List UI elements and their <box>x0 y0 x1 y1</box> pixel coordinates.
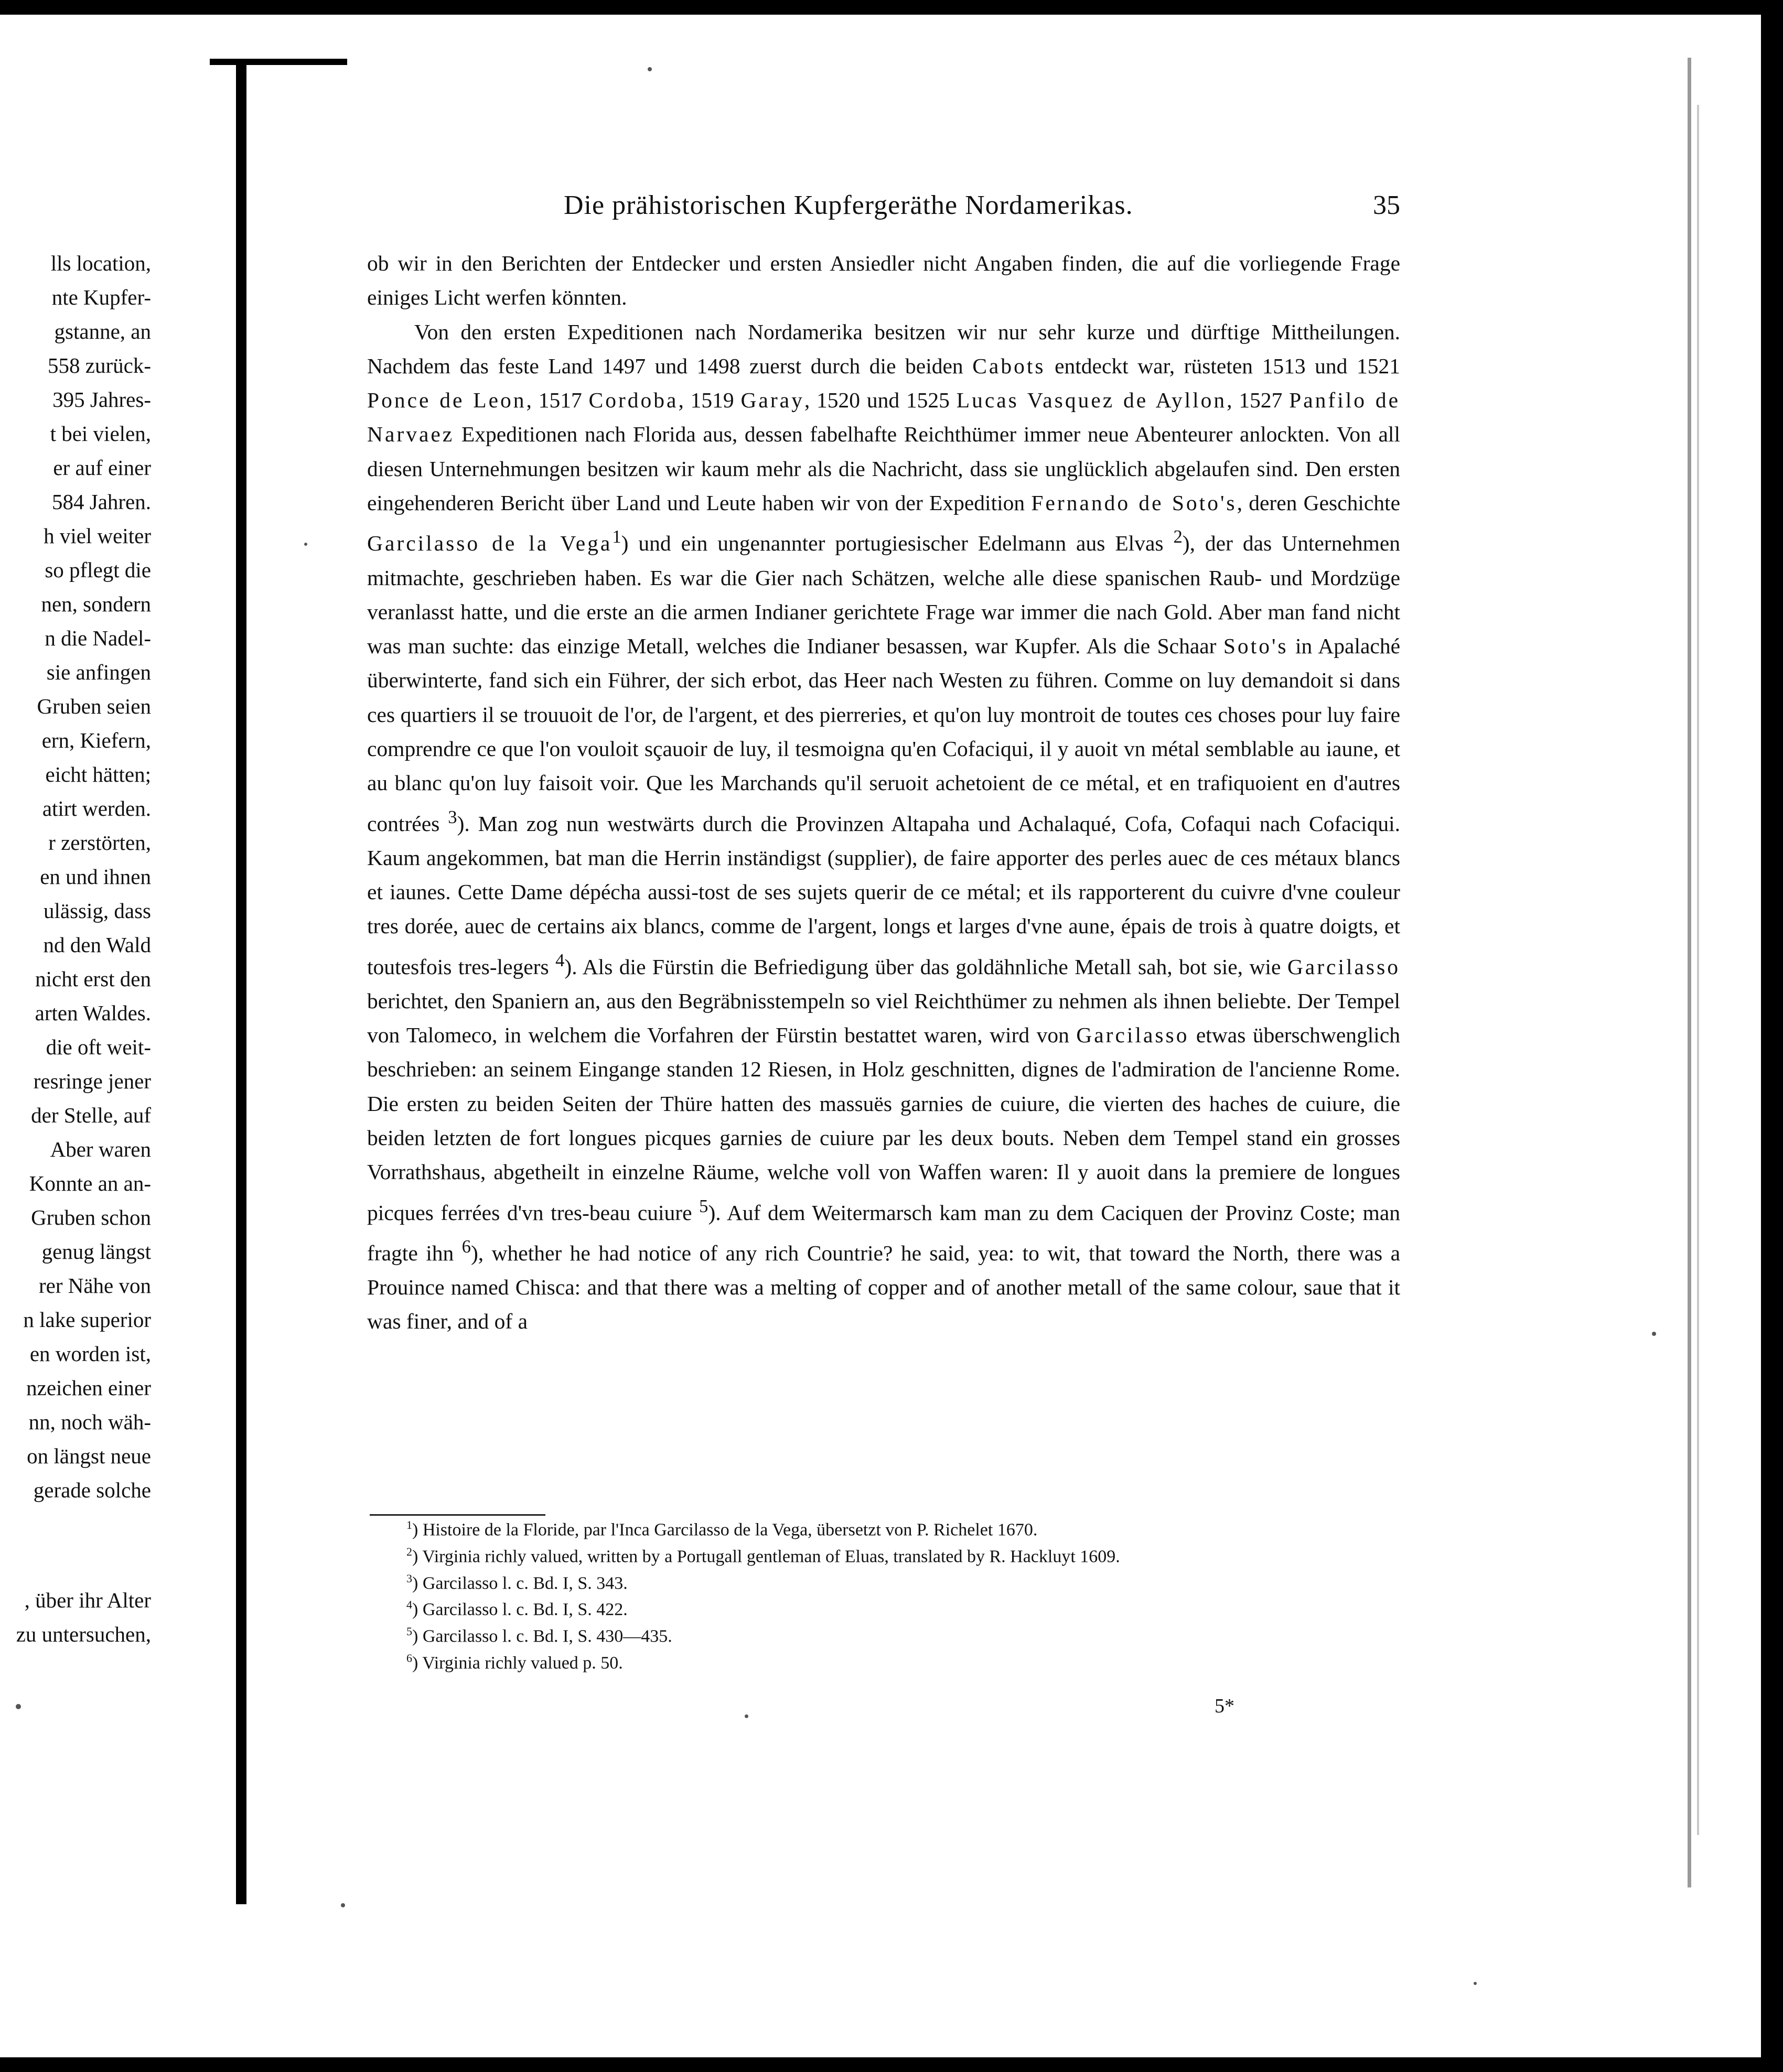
footnote-ref: 3 <box>448 807 457 827</box>
left-page-line: Gruben seien <box>37 694 151 718</box>
left-page-line: er auf einer <box>53 456 151 480</box>
left-page-line: genug längst <box>41 1239 151 1264</box>
left-page-line: eicht hätten; <box>45 762 151 786</box>
left-page-line: h viel weiter <box>44 524 151 548</box>
printer-signature-mark: 5* <box>1215 1695 1234 1717</box>
left-page-line: resringe jener <box>33 1069 151 1093</box>
footnote: $^5$) Garcilasso l. c. Bd. I, S. 430—435. <box>406 1625 672 1646</box>
footnote-ref: 1 <box>612 527 621 547</box>
main-text <box>367 246 1400 1339</box>
page-header <box>367 190 1400 226</box>
left-page-line: 558 zurück- <box>48 353 151 377</box>
left-page-line: sie anfingen <box>46 660 151 684</box>
left-page-line: t bei vielen, <box>50 422 151 446</box>
scan-speck <box>304 543 307 546</box>
scan-border-top <box>0 0 1783 15</box>
footnotes <box>406 1514 1403 1674</box>
scan-speck <box>16 1704 21 1709</box>
footnote: $^4$) Garcilasso l. c. Bd. I, S. 422. <box>406 1598 628 1620</box>
scan-speck <box>1652 1332 1656 1336</box>
left-page-line: Gruben schon <box>31 1205 151 1229</box>
left-page-line: so pflegt die <box>45 558 151 582</box>
footnote: $^2$) Virginia richly valued, written by a Portugall gentleman of Eluas, translated by R. Hackluyt 1609. <box>406 1545 1120 1567</box>
left-page-line: nicht erst den <box>35 967 151 991</box>
paragraph-expeditions: Von den ersten Expeditionen nach Nordamerika besitzen wir nur sehr kurze und dürftige Mittheilungen. Nachdem das feste Land 1497 und 1498 zuerst durch die beiden Cabots entdeckt war, rüsteten 1513 und 1521 Ponce de Leon, 1517 Cordoba, 1519 Garay, 1520 und 1525 Lucas Vasquez de Ayllon, 1527 Panfilo de Narvaez Expeditionen nach Florida aus, dessen fabelhafte Reichthümer immer neue Abenteurer anlockten. Von all diesen Unternehmungen besitzen wir kaum mehr als die Nachricht, dass sie unglücklich abgelaufen sind. Den ersten eingehenderen Bericht über Land und Leute haben wir von der Expedition Fernando de Soto's, deren Geschichte Garcilasso de la Vega$^1$) und ein ungenannter portugiesischer Edelmann aus Elvas $^2$), der das Unternehmen mitmachte, geschrieben haben. Es war die Gier nach Schätzen, welche alle diese spanischen Raub- und Mordzüge veranlasst hatte, und die erste an die armen Indianer gerichtete Frage war immer die nach Gold. Aber man fand nicht was man suchte: das einzige Metall, welches die Indianer besassen, war Kupfer. Als die Schaar Soto's in Apalaché überwinterte, fand sich ein Führer, der sich erbot, das Heer nach Westen zu führen. Comme on luy demandoit si dans ces quartiers il se trouuoit de l'or, de l'argent, et des pierreries, et qu'on luy montroit de toutes ces choses pour luy faire comprendre ce que l'on vouloit sçauoir de luy, il tesmoigna qu'en Cofaciqui, il y auoit vn métal semblable au iaune, et au blanc qu'on luy faisoit voir. Que les Marchands qu'il seruoit achetoient de ce métal, et en trafiquoient en d'autres contrées $^3$). Man zog nun westwärts durch die Provinzen Altapaha und Achalaqué, Cofa, Cofaqui nach Cofaciqui. Kaum angekommen, bat man die Herrin inständigst (supplier), de faire apporter des perles auec de ces métaux blancs et iaunes. Cette Dame dépécha aussi-tost de ses sujets querir de ce métal; et ils rapporterent du cuivre d'vne couleur tres dorée, auec de certains aix blancs, comme de l'argent, longs et larges d'vne aune, épais de trois à quatre doigts, et toutesfois tres-legers $^4$). Als die Fürstin die Befriedigung über das goldähnliche Metall sah, bot sie, wie Garcilasso berichtet, den Spaniern an, aus den Begräbnisstempeln so viel Reichthümer zu nehmen als ihnen beliebte. Der Tempel von Talomeco, in welchem die Vorfahren der Fürstin bestattet waren, wird von Garcilasso etwas überschwenglich beschrieben: an seinem Eingange standen 12 Riesen, in Holz geschnitten, dignes de l'admiration de l'ancienne Rome. Die ersten zu beiden Seiten der Thüre hatten des massuës garnies de cuiure, die vierten des haches de cuiure, die beiden letzten de fort longues picques garnies de cuiure par les deux bouts. Neben dem Tempel stand ein grosses Vorrathshaus, abgetheilt in einzelne Räume, welche voll von Waffen waren: Il y auoit dans la premiere de longues picques ferrées d'vn tres-beau cuiure $^5$). Auf dem Weitermarsch kam man zu dem Caciquen der Provinz Coste; man fragte ihn $^6$), whether he had notice of any rich Countrie? he said, yea: to wit, that toward the North, there was a Prouince named Chisca: and that there was a melting of copper and of another metall of the same colour, saue that it was finer, and of a <box>367 319 1401 1334</box>
left-page-line: nzeichen einer <box>26 1376 151 1400</box>
left-page-line: Konnte an an- <box>29 1171 151 1195</box>
book-spine-left-bar <box>236 59 246 1904</box>
footnote: $^1$) Histoire de la Floride, par l'Inca Garcilasso de la Vega, übersetzt von P. Richelet 1670. <box>406 1518 1038 1540</box>
page-edge-right <box>1688 58 1691 1887</box>
scan-border-bottom <box>0 2057 1783 2072</box>
running-title: Die prähistorischen Kupfergeräthe Nordamerikas. <box>564 190 1133 220</box>
scan-speck <box>341 1903 345 1907</box>
footnote-ref: 6 <box>461 1236 471 1257</box>
left-page-line: gstanne, an <box>54 319 151 343</box>
left-page-line: r zerstörten, <box>48 830 151 855</box>
book-spine-top-bar <box>210 59 347 65</box>
scan-speck <box>745 1714 748 1718</box>
left-page-line: nd den Wald <box>43 933 151 957</box>
left-page-line: rer Nähe von <box>38 1274 151 1298</box>
left-page-line: der Stelle, auf <box>31 1103 151 1127</box>
left-page-line: atirt werden. <box>42 796 151 821</box>
left-page-line: , über ihr Alter <box>24 1588 151 1612</box>
left-page-line: 584 Jahren. <box>51 490 151 514</box>
left-page-line: nen, sondern <box>41 592 151 616</box>
scan-speck <box>1474 1982 1477 1985</box>
scan-speck <box>648 67 652 71</box>
page-number: 35 <box>1373 190 1400 220</box>
left-page-line: 395 Jahres- <box>52 387 151 412</box>
left-page-line: en und ihnen <box>40 865 151 889</box>
scan-border-right <box>1761 0 1783 2072</box>
left-page-line: arten Waldes. <box>35 1001 151 1025</box>
left-page-line: die oft weit- <box>46 1035 151 1059</box>
left-page-line: nte Kupfer- <box>51 285 151 309</box>
left-page-line: en worden ist, <box>29 1342 151 1366</box>
footnote: $^3$) Garcilasso l. c. Bd. I, S. 343. <box>406 1571 628 1593</box>
left-page-line: n lake superior <box>23 1308 151 1332</box>
left-page-line: n die Nadel- <box>45 626 151 650</box>
footnote-ref: 2 <box>1173 527 1183 547</box>
footnote-ref: 5 <box>699 1196 708 1216</box>
left-page-line: lls location, <box>50 251 151 275</box>
left-page-line: ern, Kiefern, <box>41 728 151 752</box>
left-page-line: gerade solche <box>33 1478 151 1502</box>
left-page-line: zu untersuchen, <box>16 1622 151 1646</box>
left-page-line: on längst neue <box>27 1444 151 1468</box>
left-page-line: nn, noch wäh- <box>28 1410 151 1434</box>
footnote: $^6$) Virginia richly valued p. 50. <box>406 1652 623 1673</box>
page-edge-right-2 <box>1697 105 1699 1835</box>
footnote-ref: 4 <box>555 950 565 970</box>
left-page-line: Aber waren <box>50 1137 151 1161</box>
left-facing-page-fragment <box>0 246 157 1662</box>
left-page-line: ulässig, dass <box>44 899 151 923</box>
paragraph-continuation: ob wir in den Berichten der Entdecker und ersten Ansiedler nicht Angaben finden, die auf die vorliegende Frage einiges Licht werfen könnten. <box>367 251 1400 310</box>
